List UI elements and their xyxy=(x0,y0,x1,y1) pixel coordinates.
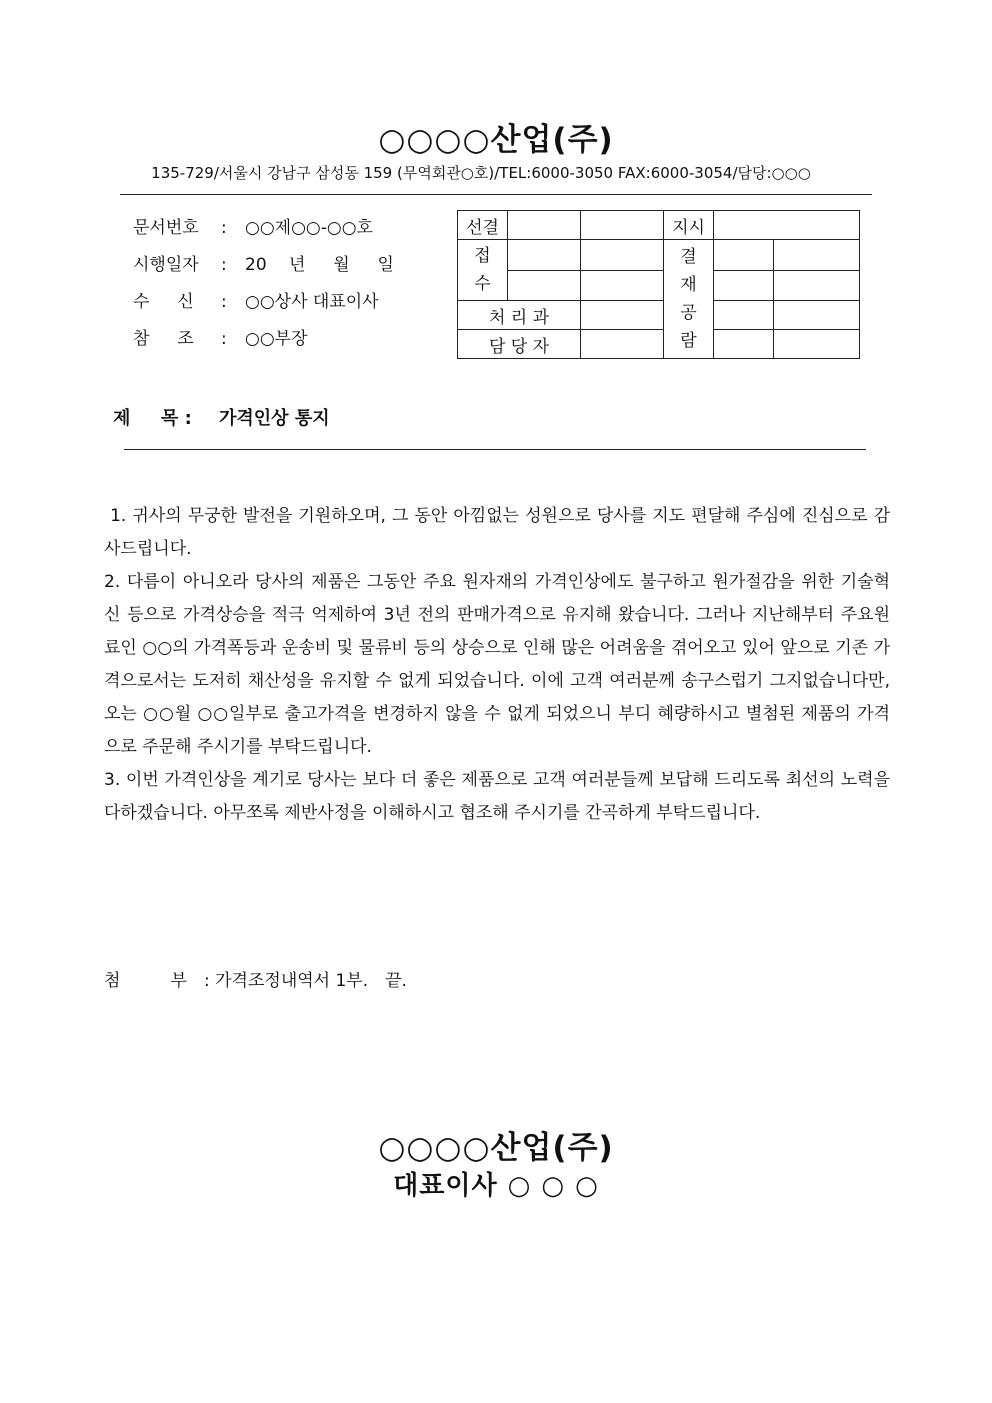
approval-cell xyxy=(714,211,860,240)
approval-cell xyxy=(714,240,774,271)
approval-cell xyxy=(774,271,860,301)
body-paragraph-2: 2. 다름이 아니오라 당사의 제품은 그동안 주요 원자재의 가격인상에도 불구하고 원가절감을 위한 기술혁신 등으로 가격상승을 적극 억제하여 3년 전의 판매가격으로 유지해 왔습니다. 그러나 지난해부터 주요원료인 ○○의 가격폭등과 운송비 및 물류비 등의 상승으로 인해 많은 어려움을 겪어오고 있어 앞으로 기존 가격으로서는 도저히 채산성을 유지할 수 없게 되었습니다. 이에 고객 여러분께 송구스럽기 그지없습니다만, 오는 ○○월 ○○일부로 출고가격을 변경하지 않을 수 없게 되었으니 부디 혜량하시고 별첨된 제품의 가격으로 주문해 주시기를 부탁드립니다. xyxy=(104,572,890,757)
subject-divider xyxy=(124,449,866,450)
approval-cell xyxy=(774,240,860,271)
approval-cell xyxy=(774,330,860,359)
approval-cell xyxy=(581,301,664,330)
approval-receive-label: 접 수 xyxy=(458,240,508,301)
body-paragraph-3: 3. 이번 가격인상을 계기로 당사는 보다 더 좋은 제품으로 고객 여러분들께 보답해 드리도록 최선의 노력을 다하겠습니다. 아무쪼록 제반사정을 이해하시고 협조해 주시기를 간곡하게 부탁드립니다. xyxy=(104,770,890,823)
company-address: 135-729/서울시 강남구 삼성동 159 (무역회관○호)/TEL:6000-3050 FAX:6000-3054/담당:○○○ xyxy=(151,164,811,182)
company-title: ○○○○산업(주) xyxy=(378,122,614,158)
approval-instruct-label: 지시 xyxy=(664,211,714,240)
attachment-label: 첨 부 xyxy=(104,971,188,991)
footer-company: ○○○○산업(주) xyxy=(378,1130,614,1166)
approval-cell xyxy=(774,301,860,330)
approval-cell xyxy=(508,271,581,301)
approval-decision-label: 결 재 공 람 xyxy=(664,240,714,359)
approval-cell xyxy=(581,211,664,240)
approval-cell xyxy=(714,271,774,301)
meta-row-recipient: 수 신 : ○○상사 대표이사 xyxy=(133,292,379,312)
subject-label: 제 목 : xyxy=(113,408,192,429)
attachment-line xyxy=(104,966,407,991)
approval-cell xyxy=(581,240,664,271)
meta-row-reference: 참 조 : ○○부장 xyxy=(133,329,308,349)
approval-cell xyxy=(508,211,581,240)
attachment-value: : 가격조정내역서 1부. 끝. xyxy=(204,971,407,991)
approval-cell xyxy=(581,271,664,301)
document-body xyxy=(104,500,890,830)
document-meta xyxy=(133,210,394,358)
footer-ceo: 대표이사 ○ ○ ○ xyxy=(393,1171,599,1201)
body-paragraph-1: 1. 귀사의 무궁한 발전을 기원하오며, 그 동안 아낌없는 성원으로 당사를 지도 편달해 주심에 진심으로 감사드립니다. xyxy=(104,506,891,559)
approval-cell xyxy=(581,330,664,359)
approval-person-label: 담 당 자 xyxy=(458,330,581,359)
meta-row-doc-number: 문서번호 : ○○제○○-○○호 xyxy=(133,218,373,238)
approval-cell xyxy=(714,330,774,359)
approval-cell xyxy=(714,301,774,330)
subject-value: 가격인상 통지 xyxy=(219,408,330,429)
approval-cell xyxy=(508,240,581,271)
meta-row-date: 시행일자 : 20 년 월 일 xyxy=(133,255,394,275)
header-divider xyxy=(120,194,872,195)
approval-table xyxy=(457,210,860,359)
subject-line xyxy=(113,404,330,430)
approval-dept-label: 처 리 과 xyxy=(458,301,581,330)
approval-prior-label: 선결 xyxy=(458,211,508,240)
